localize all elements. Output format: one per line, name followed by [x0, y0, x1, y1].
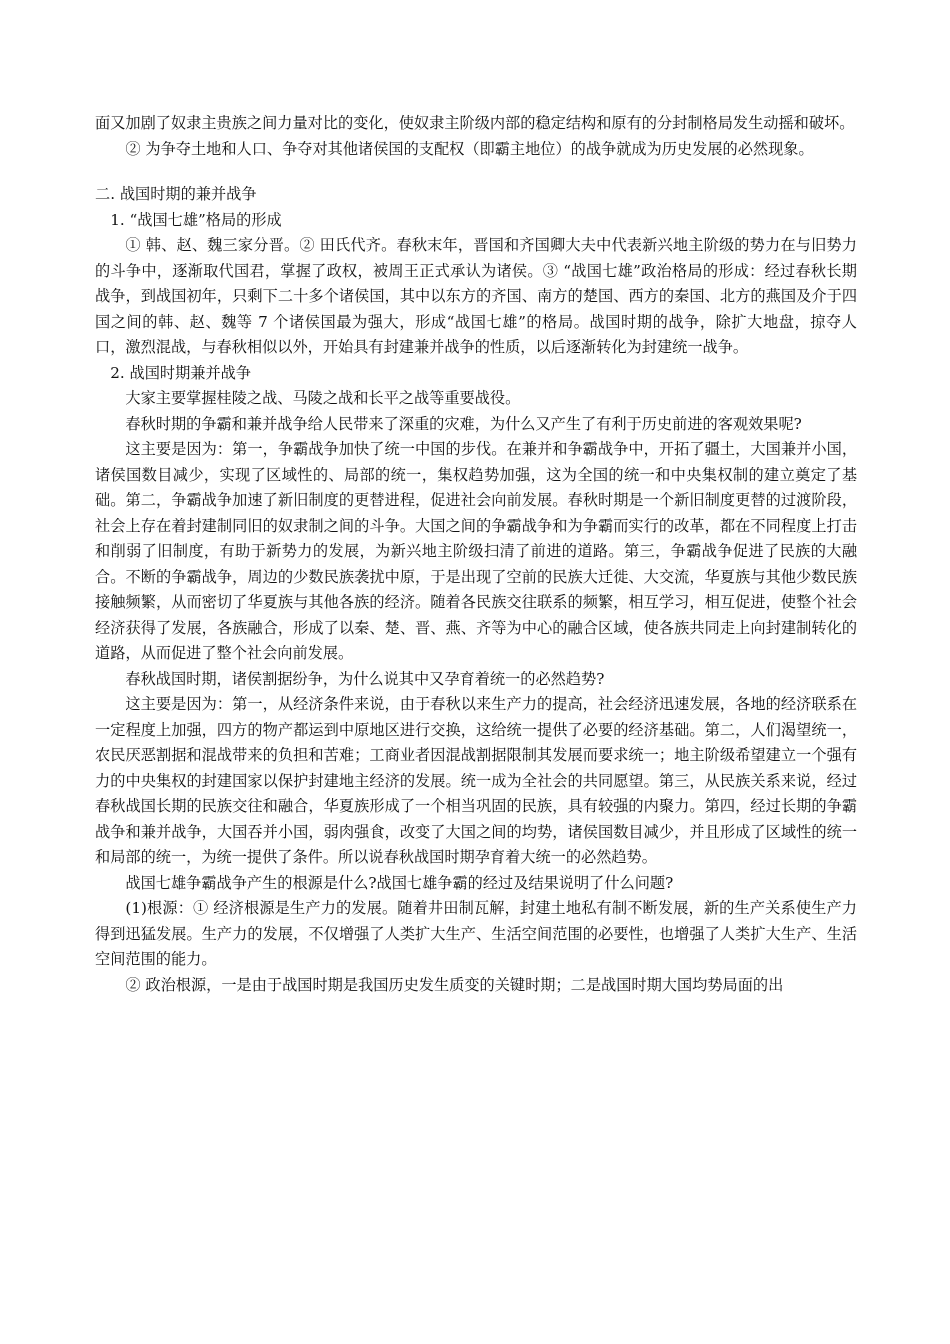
section-gap [95, 162, 857, 182]
paragraph-answer-unification: 这主要是因为：第一，从经济条件来说，由于春秋以来生产力的提高，社会经济迅速发展，各地的经济联系在一定程度上加强，四方的物产都运到中原地区进行交换，这给统一提供了必要的经济基础。第二，人们渴望统一，农民厌恶割据和混战带来的负担和苦难；工商业者因混战割据限制其发展而要求统一；地主阶级希望建立一个强有力的中央集权的封建国家以保护封建地主经济的发展。统一成为全社会的共同愿望。第三，从民族关系来说，经过春秋战国长期的民族交往和融合，华夏族形成了一个相当巩固的民族，具有较强的内聚力。第四，经过长期的争霸战争和兼并战争，大国吞并小国，弱肉强食，改变了大国之间的均势，诸侯国数目减少，并且形成了区域性的统一和局部的统一，为统一提供了条件。所以说春秋战国时期孕育着大统一的必然趋势。 [95, 695, 857, 866]
paragraph-seven-states-formation: ① 韩、赵、魏三家分晋。② 田氏代齐。春秋末年，晋国和齐国卿大夫中代表新兴地主阶级的势力在与旧势力的斗争中，逐渐取代国君，掌握了政权，被周王正式承认为诸侯。③ “战国七雄”政治格局的形成：经过春秋长期战争，到战国初年，只剩下二十多个诸侯国，其中以东方的齐国、南方的楚国、西方的秦国、北方的燕国及介于四国之间的韩、赵、魏等 7 个诸侯国最为强大，形成“战国七雄”的格局。战国时期的战争，除扩大地盘，掠夺人口，激烈混战，与春秋相似以外，开始具有封建兼并战争的性质，以后逐渐转化为封建统一战争。 [95, 236, 857, 356]
paragraph-economic-roots: (1)根源：① 经济根源是生产力的发展。随着井田制瓦解，封建土地私有制不断发展，新的生产关系使生产力得到迅猛发展。生产力的发展，不仅增强了人类扩大生产、生活空间范围的必要性，也增强了人类扩大生产、生活空间范围的能力。 [95, 899, 857, 968]
subheading-annexation-wars: 2. 战国时期兼并战争 [110, 363, 252, 382]
document-body [95, 111, 857, 998]
paragraph-question-unification: 春秋战国时期，诸侯割据纷争，为什么说其中又孕育着统一的必然趋势? [125, 669, 605, 688]
subheading-seven-states: 1. “战国七雄”格局的形成 [110, 210, 282, 229]
paragraph-key-battles: 大家主要掌握桂陵之战、马陵之战和长平之战等重要战役。 [125, 389, 521, 407]
paragraph-war-inevitable: ② 为争夺土地和人口、争夺对其他诸侯国的支配权（即霸主地位）的战争就成为历史发展的必然现象。 [125, 139, 814, 158]
paragraph-question-roots: 战国七雄争霸战争产生的根源是什么?战国七雄争霸的经过及结果说明了什么问题? [125, 873, 674, 892]
paragraph-continuation: 面又加剧了奴隶主贵族之间力量对比的变化，使奴隶主阶级内部的稳定结构和原有的分封制格局发生动摇和破坏。 [95, 114, 855, 132]
section-heading-warring-states: 二. 战国时期的兼并战争 [95, 185, 257, 203]
paragraph-answer-effects: 这主要是因为：第一，争霸战争加快了统一中国的步伐。在兼并和争霸战争中，开拓了疆土，大国兼并小国，诸侯国数目减少，实现了区域性的、局部的统一，集权趋势加强，这为全国的统一和中央集权制的建立奠定了基础。第二，争霸战争加速了新旧制度的更替进程，促进社会向前发展。春秋时期是一个新旧制度更替的过渡阶段，社会上存在着封建制同旧的奴隶制之间的斗争。大国之间的争霸战争和为争霸而实行的改革，都在不同程度上打击和削弱了旧制度，有助于新势力的发展，为新兴地主阶级扫清了前进的道路。第三，争霸战争促进了民族的大融合。不断的争霸战争，周边的少数民族袭扰中原，于是出现了空前的民族大迁徙、大交流，华夏族与其他少数民族接触频繁，从而密切了华夏族与其他各族的经济。随着各民族交往联系的频繁，相互学习，相互促进，使整个社会经济获得了发展，各族融合，形成了以秦、楚、晋、燕、齐等为中心的融合区域，使各族共同走上向封建制转化的道路，从而促进了整个社会向前发展。 [95, 440, 857, 662]
paragraph-political-roots: ② 政治根源，一是由于战国时期是我国历史发生质变的关键时期；二是战国时期大国均势局面的出 [125, 975, 784, 994]
paragraph-question-effects: 春秋时期的争霸和兼并战争给人民带来了深重的灾难，为什么又产生了有利于历史前进的客观效果呢? [125, 414, 802, 433]
